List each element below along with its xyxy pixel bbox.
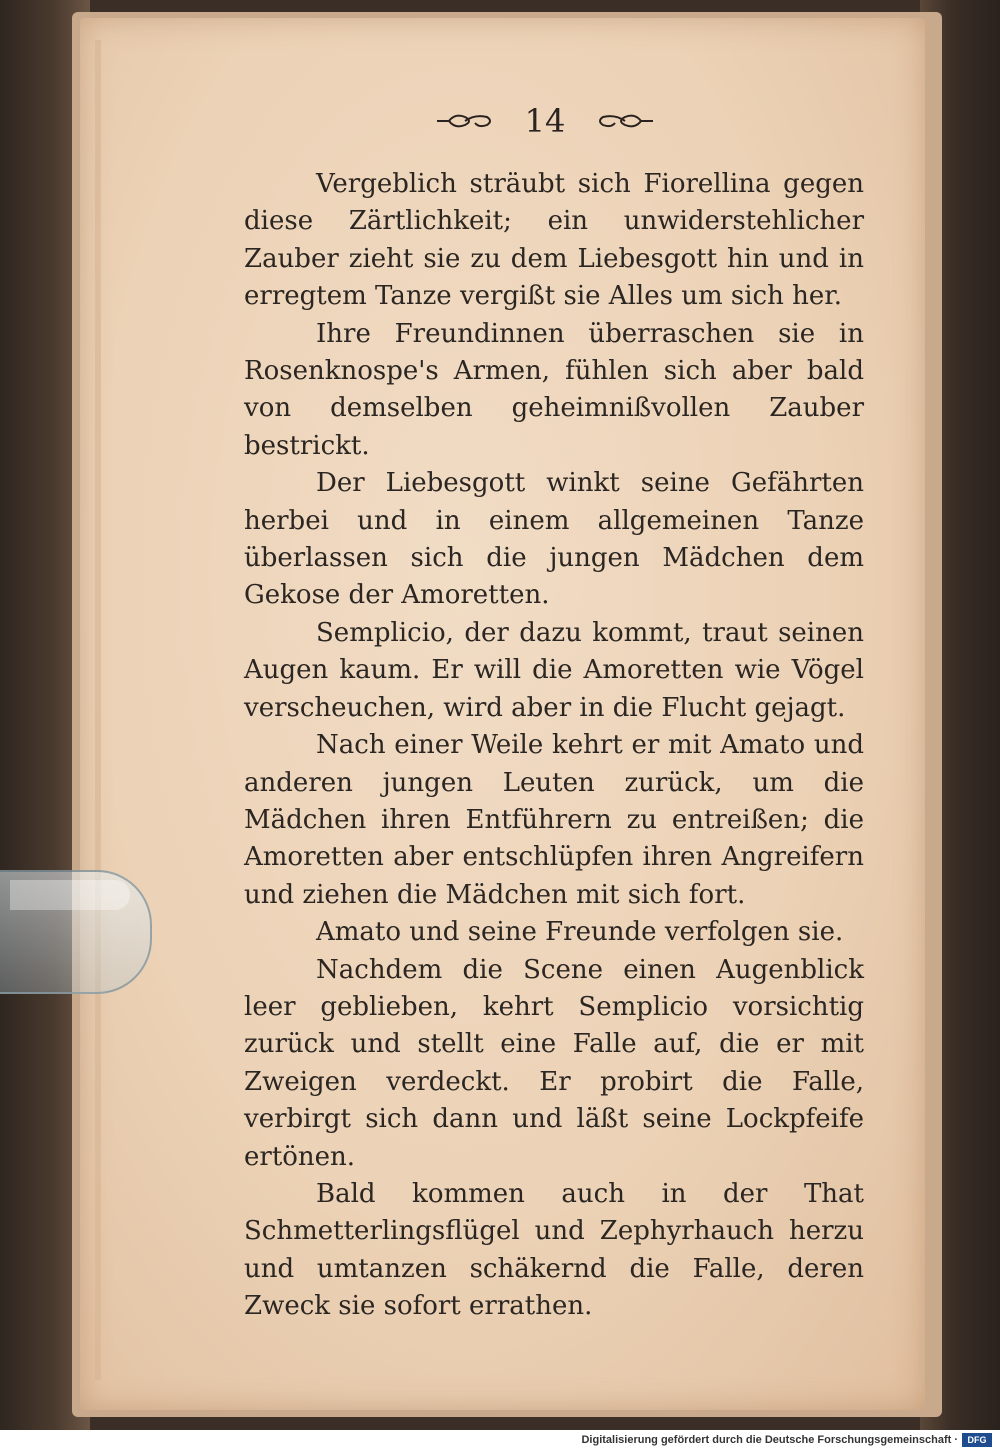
tab-highlight — [10, 880, 130, 910]
paragraph: Amato und seine Freunde verfolgen sie. — [316, 917, 844, 948]
page-edge — [95, 40, 101, 1380]
paragraph: Bald kommen auch in der That Schmetterlingsflügel und Zephyrhauch herzu und umtanzen schäkernd die Falle, deren Zweck sie sofort errathen. — [244, 1178, 864, 1322]
right-ornament-icon — [595, 111, 655, 131]
page-number: 14 — [524, 102, 566, 140]
body-text — [244, 166, 864, 1326]
digitization-footer — [0, 1430, 1000, 1450]
paragraph: Ihre Freundinnen überraschen sie in Rosenknospe's Armen, fühlen sich aber bald von demselben geheimnißvollen Zauber bestrickt. — [244, 318, 864, 461]
paragraph: Nach einer Weile kehrt er mit Amato und anderen jungen Leuten zurück, um die Mädchen ihren Entführern zu entreißen; die Amoretten aber entschlüpfen ihren Angreifern und ziehen die Mädchen mit sich fort. — [244, 730, 864, 910]
page-header — [420, 96, 670, 146]
paragraph: Nachdem die Scene einen Augenblick leer geblieben, kehrt Semplicio vorsichtig zurück und stellt eine Falle auf, die er mit Zweigen verdeckt. Er probirt die Falle, verbirgt sich dann und läßt seine Lockpfeife ertönen. — [244, 954, 864, 1172]
paragraph: Der Liebesgott winkt seine Gefährten herbei und in einem allgemeinen Tanze überlassen sich die jungen Mädchen dem Gekose der Amoretten. — [244, 468, 864, 611]
paragraph: Semplicio, der dazu kommt, traut seinen Augen kaum. Er will die Amoretten wie Vögel verscheuchen, wird aber in die Flucht gejagt. — [244, 617, 864, 723]
footer-credit: Digitalisierung gefördert durch die Deutsche Forschungsgemeinschaft · — [581, 1434, 958, 1446]
left-ornament-icon — [435, 111, 495, 131]
dfg-logo-icon: DFG — [962, 1433, 992, 1447]
paragraph: Vergeblich sträubt sich Fiorellina gegen diese Zärtlichkeit; ein unwiderstehlicher Zauber zieht sie zu dem Liebesgott hin und in erregtem Tanze vergißt sie Alles um sich her. — [244, 169, 864, 312]
